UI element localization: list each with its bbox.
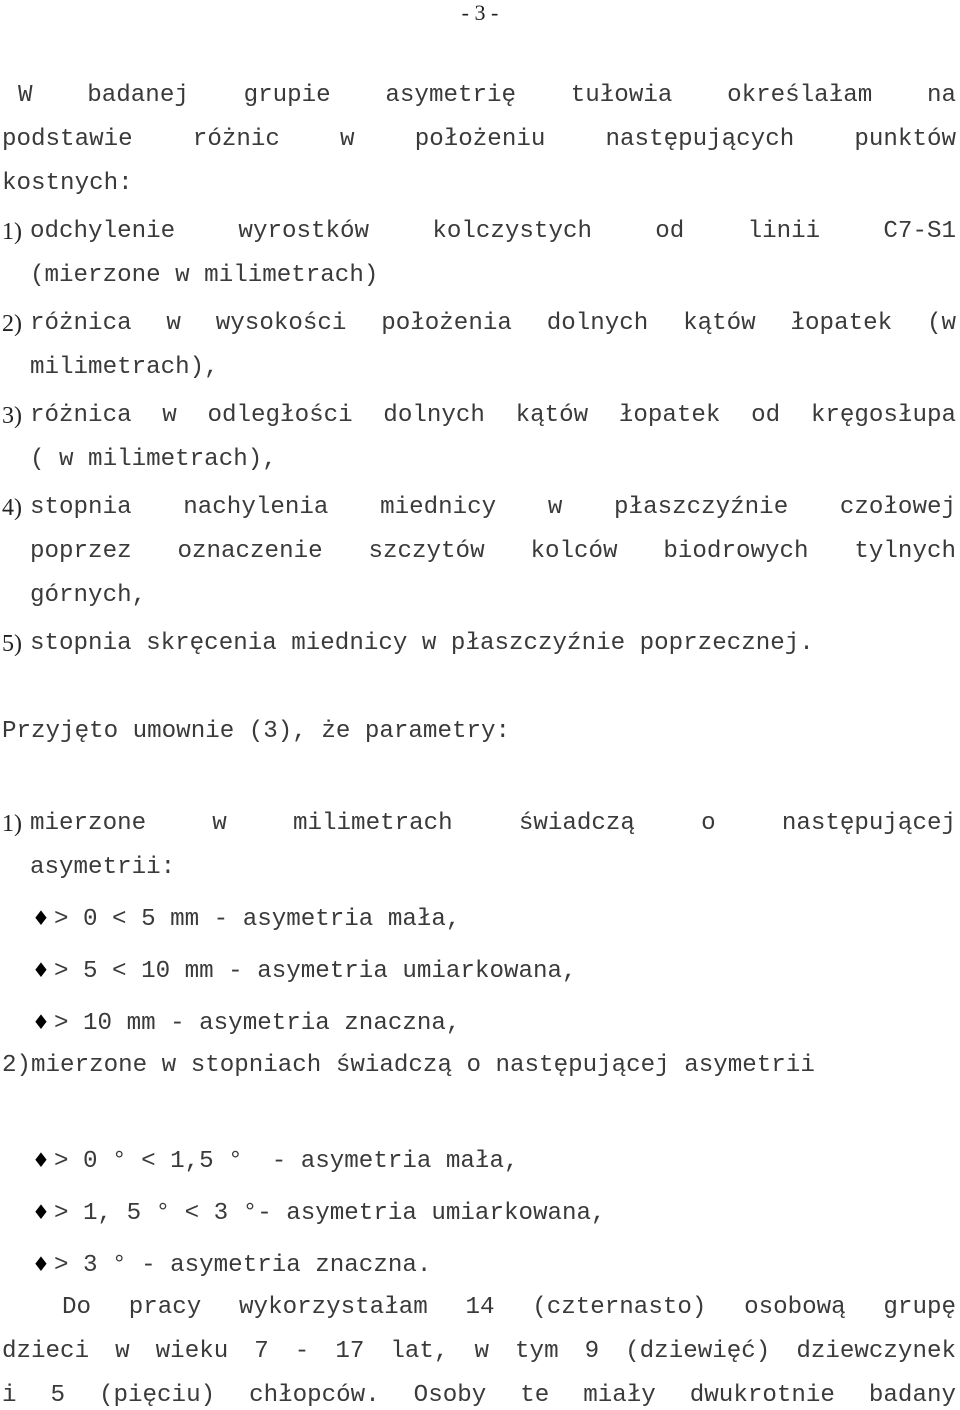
param-2-bullet-2 <box>32 1198 606 1228</box>
param-1-bullet-2 <box>32 956 577 986</box>
intro-line-3: kostnych: <box>2 170 133 197</box>
bullet-text: > 0 ° < 1,5 ° - asymetria mała, <box>54 1148 519 1175</box>
param-1-line-2: asymetrii: <box>30 854 176 881</box>
intro-line-2: podstawie różnic w położeniu następujących punktów <box>2 126 956 153</box>
point-3-line-1: różnica w odległości dolnych kątów łopatek od kręgosłupa <box>30 402 956 429</box>
intro-line-1: W badanej grupie asymetrię tułowia określałam na <box>18 82 956 109</box>
bullet-text: > 0 < 5 mm - asymetria mała, <box>54 906 461 933</box>
point-number-3: 3) <box>2 403 22 429</box>
diamond-bullet-icon: ♦ <box>32 1010 50 1034</box>
point-number-1: 1) <box>2 219 22 245</box>
point-number-2: 2) <box>2 311 22 337</box>
bullet-text: > 3 ° - asymetria znaczna. <box>54 1252 432 1279</box>
param-1-bullet-1 <box>32 904 460 934</box>
param-2-line: 2)mierzone w stopniach świadczą o następującej asymetrii <box>2 1052 815 1079</box>
point-number-5: 5) <box>2 631 22 657</box>
diamond-bullet-icon: ♦ <box>32 906 50 930</box>
param-1-bullet-3 <box>32 1008 460 1038</box>
point-4-line-2: poprzez oznaczenie szczytów kolców biodrowych tylnych <box>30 538 956 565</box>
param-1-number: 1) <box>2 811 22 837</box>
point-3-line-2: ( w milimetrach), <box>30 446 277 473</box>
point-2-line-1: różnica w wysokości położenia dolnych kątów łopatek (w <box>30 310 956 337</box>
point-4-line-1: stopnia nachylenia miednicy w płaszczyźnie czołowej <box>30 494 956 521</box>
closing-line-1: Do pracy wykorzystałam 14 (czternasto) osobową grupę <box>62 1294 956 1321</box>
bullet-text: > 1, 5 ° < 3 °- asymetria umiarkowana, <box>54 1200 606 1227</box>
param-2-bullet-1 <box>32 1146 518 1176</box>
param-1-line-1: mierzone w milimetrach świadczą o następującej <box>30 810 956 837</box>
bullet-text: > 10 mm - asymetria znaczna, <box>54 1010 461 1037</box>
closing-line-3: i 5 (pięciu) chłopców. Osoby te miały dwukrotnie badany <box>2 1382 956 1409</box>
diamond-bullet-icon: ♦ <box>32 1200 50 1224</box>
page-number: - 3 - <box>461 0 499 25</box>
diamond-bullet-icon: ♦ <box>32 1148 50 1172</box>
point-5-line-1: stopnia skręcenia miednicy w płaszczyźnie poprzecznej. <box>30 630 814 657</box>
bullet-text: > 5 < 10 mm - asymetria umiarkowana, <box>54 958 577 985</box>
closing-line-2: dzieci w wieku 7 - 17 lat, w tym 9 (dziewięć) dziewczynek <box>2 1338 956 1365</box>
diamond-bullet-icon: ♦ <box>32 958 50 982</box>
param-2-bullet-3 <box>32 1250 431 1280</box>
point-2-line-2: milimetrach), <box>30 354 219 381</box>
point-4-line-3: górnych, <box>30 582 147 609</box>
point-number-4: 4) <box>2 495 22 521</box>
point-1-line-2: (mierzone w milimetrach) <box>30 262 379 289</box>
point-1-line-1: odchylenie wyrostków kolczystych od linii C7-S1 <box>30 218 956 245</box>
assumption-line: Przyjęto umownie (3), że parametry: <box>2 718 511 745</box>
diamond-bullet-icon: ♦ <box>32 1252 50 1276</box>
